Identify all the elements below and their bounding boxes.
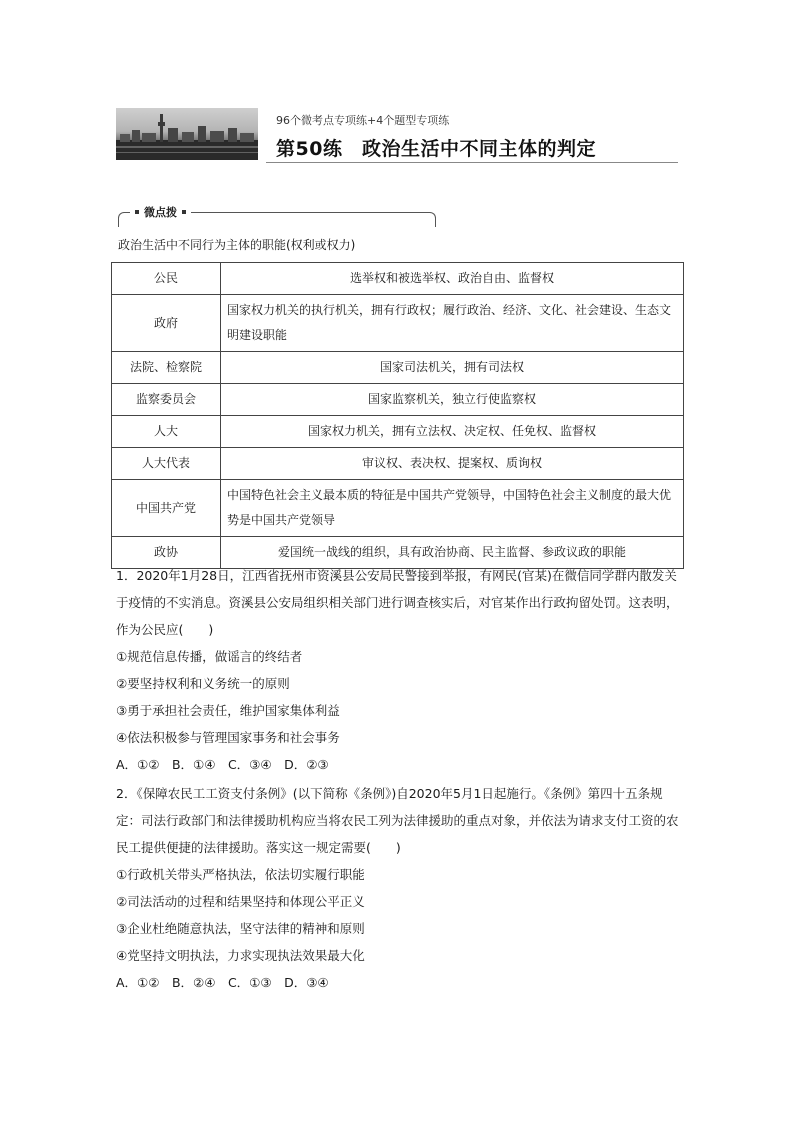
- subject-cell: 中国共产党: [112, 480, 221, 537]
- question-2: [116, 780, 682, 996]
- role-cell: 爱国统一战线的组织，具有政治协商、民主监督、参政议政的职能: [221, 537, 684, 569]
- question-option: ③勇于承担社会责任，维护国家集体利益: [116, 703, 340, 718]
- series-subtitle: 96个微考点专项练+4个题型专项练: [276, 114, 450, 127]
- header-divider: [266, 162, 678, 163]
- question-option: ②要坚持权利和义务统一的原则: [116, 676, 290, 691]
- question-option: ③企业杜绝随意执法，坚守法律的精神和原则: [116, 921, 365, 936]
- role-cell: 国家权力机关，拥有立法权、决定权、任免权、监督权: [221, 416, 684, 448]
- answer-choices: A．①② B．②④ C．①③ D．③④: [116, 975, 329, 990]
- role-cell: 国家司法机关，拥有司法权: [221, 352, 684, 384]
- roles-table: [111, 262, 684, 569]
- subject-cell: 监察委员会: [112, 384, 221, 416]
- subject-cell: 人大代表: [112, 448, 221, 480]
- question-stem: 2．《保障农民工工资支付条例》(以下简称《条例》)自2020年5月1日起施行。《条例》第四十五条规定：司法行政部门和法律援助机构应当将农民工列为法律援助的重点对象，并依法为请求支付工资的农民工提供便捷的法律援助。落实这一规定需要( ): [116, 786, 679, 855]
- question-option: ①行政机关带头严格执法，依法切实履行职能: [116, 867, 365, 882]
- subject-cell: 政协: [112, 537, 221, 569]
- table-row: [112, 480, 684, 537]
- subject-cell: 法院、检察院: [112, 352, 221, 384]
- square-bullet-icon: [182, 210, 186, 214]
- role-cell: 选举权和被选举权、政治自由、监督权: [221, 263, 684, 295]
- role-cell: 国家监察机关，独立行使监察权: [221, 384, 684, 416]
- table-row: [112, 295, 684, 352]
- table-row: [112, 448, 684, 480]
- page-title: 第50练 政治生活中不同主体的判定: [276, 138, 596, 160]
- question-option: ④依法积极参与管理国家事务和社会事务: [116, 730, 340, 745]
- tip-intro: 政治生活中不同行为主体的职能(权利或权力): [118, 238, 356, 252]
- square-bullet-icon: [135, 210, 139, 214]
- question-option: ④党坚持文明执法，力求实现执法效果最大化: [116, 948, 365, 963]
- tip-label-text: 微点拨: [144, 206, 177, 219]
- subject-cell: 公民: [112, 263, 221, 295]
- tip-label: [130, 204, 191, 220]
- role-cell: 审议权、表决权、提案权、质询权: [221, 448, 684, 480]
- subject-cell: 政府: [112, 295, 221, 352]
- table-row: [112, 352, 684, 384]
- table-row: [112, 263, 684, 295]
- question-option: ②司法活动的过程和结果坚持和体现公平正义: [116, 894, 365, 909]
- table-row: [112, 416, 684, 448]
- table-row: [112, 384, 684, 416]
- role-cell: 中国特色社会主义最本质的特征是中国共产党领导，中国特色社会主义制度的最大优势是中国共产党领导: [221, 480, 684, 537]
- question-option: ①规范信息传播，做谣言的终结者: [116, 649, 303, 664]
- subject-cell: 人大: [112, 416, 221, 448]
- answer-choices: A．①② B．①④ C．③④ D．②③: [116, 757, 329, 772]
- question-1: [116, 562, 682, 778]
- header-banner-image: [116, 108, 258, 160]
- question-stem: 1．2020年1月28日，江西省抚州市资溪县公安局民警接到举报，有网民(官某)在微信同学群内散发关于疫情的不实消息。资溪县公安局组织相关部门进行调查核实后，对官某作出行政拘留处罚。这表明，作为公民应( ): [116, 568, 679, 637]
- role-cell: 国家权力机关的执行机关，拥有行政权；履行政治、经济、文化、社会建设、生态文明建设职能: [221, 295, 684, 352]
